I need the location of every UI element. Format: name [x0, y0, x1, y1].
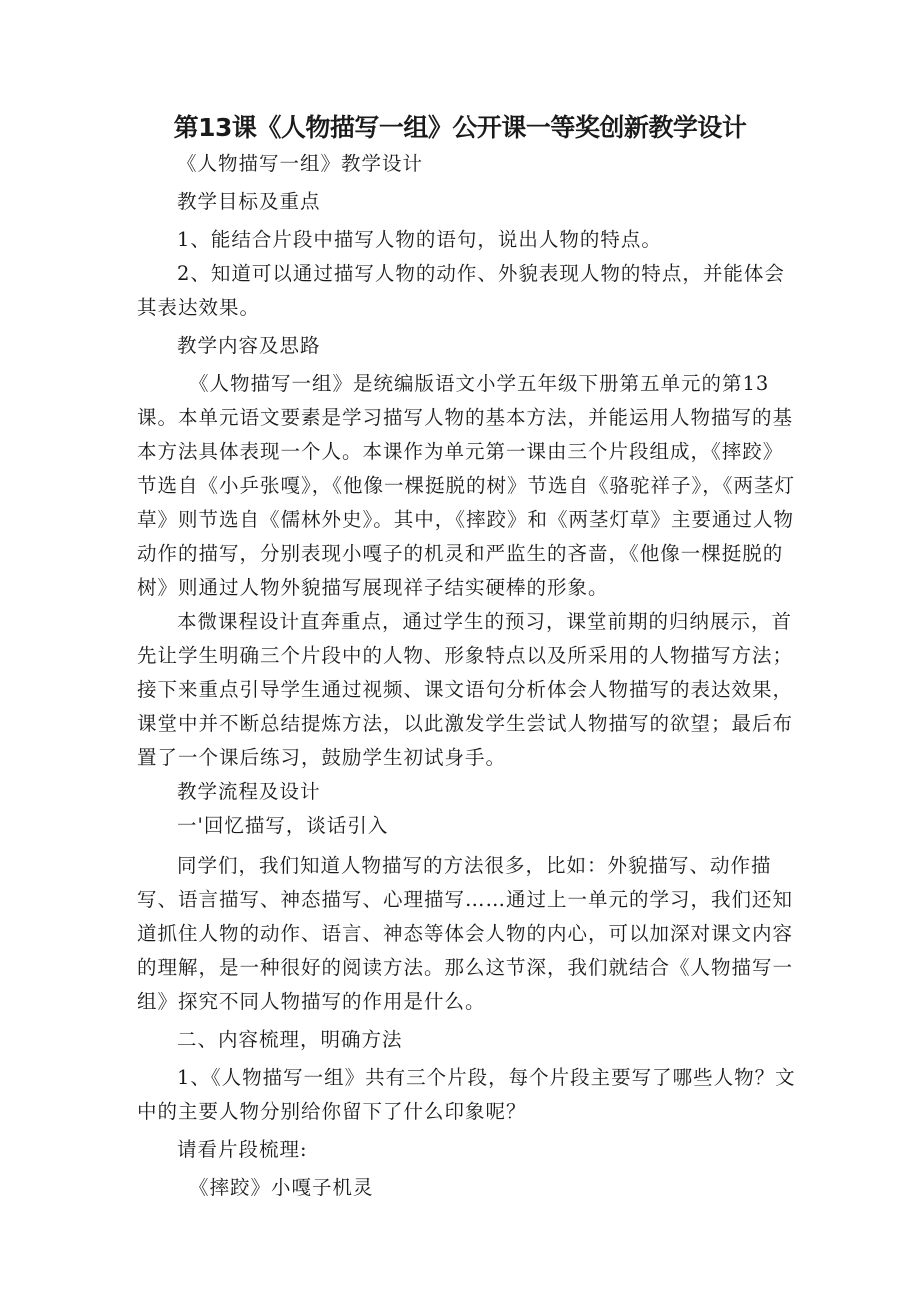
section-heading-content: 教学内容及思路 — [177, 334, 321, 357]
list-intro: 请看片段梳理: — [177, 1138, 308, 1161]
goal-item-2: 2、知道可以通过描写人物的动作、外貌表现人物的特点，并能体会其表达效果。 — [137, 262, 785, 319]
section-heading-goals: 教学目标及重点 — [177, 190, 321, 213]
question-item-1: 1、《人物描写一组》共有三个片段，每个片段主要写了哪些人物？文中的主要人物分别给你留下了什么印象呢？ — [137, 1066, 796, 1123]
step-heading-2: 二、内容梳理，明确方法 — [177, 1028, 403, 1051]
goal-item-1: 1、能结合片段中描写人物的语句，说出人物的特点。 — [177, 228, 662, 251]
subtitle: 《人物描写一组》教学设计 — [177, 152, 424, 175]
content-paragraph-1: 《人物描写一组》是统编版语文小学五年级下册第五单元的第13课。本单元语文要素是学习描写人物的基本方法，并能运用人物描写的基本方法具体表现一个人。本课作为单元第一课由三个片段组成，《摔跤》节选自《小乒张嘎》，《他像一棵挺脱的树》节选自《骆驼祥子》，《两茎灯草》则节选自《儒林外史》。其中，《摔跤》和《两茎灯草》主要通过人物动作的描写，分别表现小嘎子的机灵和严监生的吝啬，《他像一棵挺脱的树》则通过人物外貌描写展现祥子结实硬棒的形象。 — [137, 372, 796, 599]
document-body — [137, 147, 797, 1205]
list-item-1: 《摔跤》小嘎子机灵 — [189, 1176, 374, 1199]
document-title: 第13课《人物描写一组》公开课一等奖创新教学设计 — [173, 113, 747, 142]
step-paragraph-1: 同学们，我们知道人物描写的方法很多，比如：外貌描写、动作描写、语言描写、神态描写、心理描写……通过上一单元的学习，我们还知道抓住人物的动作、语言、神态等体会人物的内心，可以加深对课文内容的理解，是一种很好的阅读方法。那么这节深，我们就结合《人物描写一组》探究不同人物描写的作用是什么。 — [137, 854, 794, 1013]
section-heading-process: 教学流程及设计 — [177, 780, 321, 803]
step-heading-1: 一'回忆描写，谈话引入 — [177, 814, 389, 837]
content-paragraph-2: 本微课程设计直奔重点，通过学生的预习，课堂前期的归纳展示，首先让学生明确三个片段中的人物、形象特点以及所采用的人物描写方法；接下来重点引导学生通过视频、课文语句分析体会人物描写的表达效果，课堂中并不断总结提炼方法，以此激发学生尝试人物描写的欲望；最后布置了一个课后练习，鼓励学生初试身手。 — [137, 610, 794, 769]
